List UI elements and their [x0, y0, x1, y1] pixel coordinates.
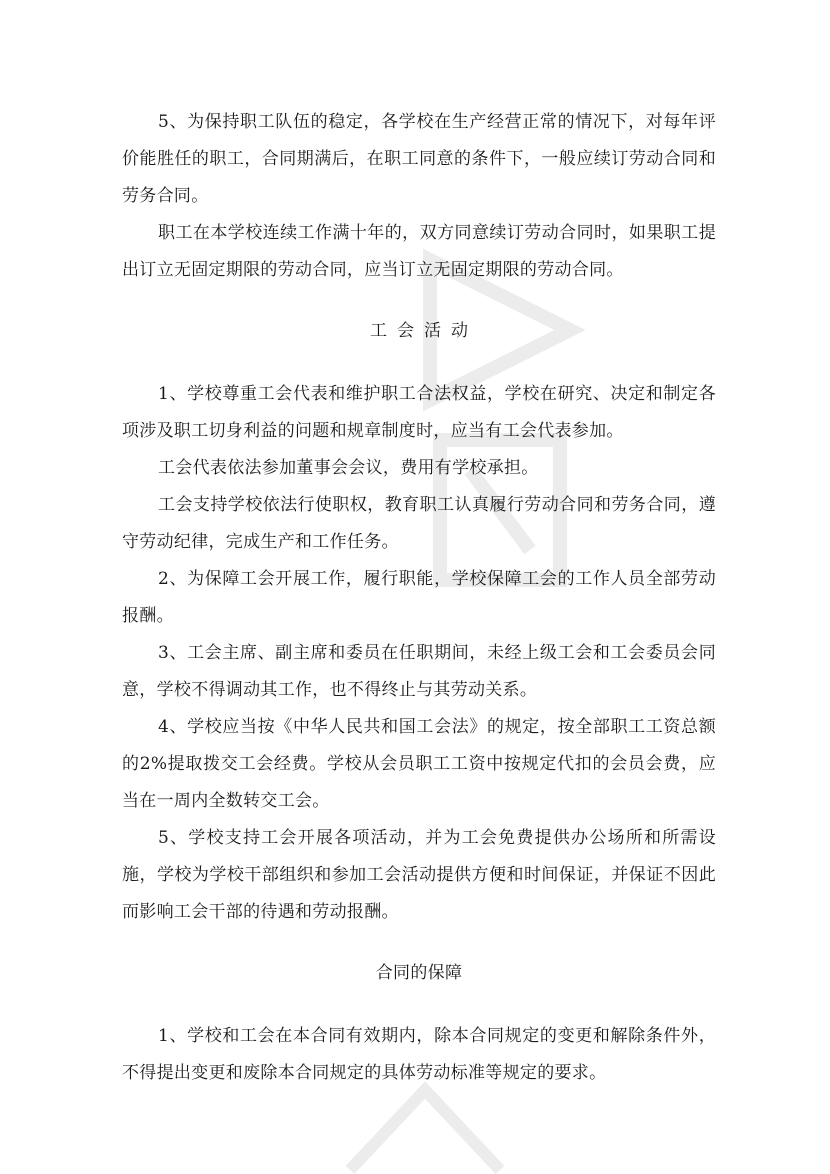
document-body — [122, 104, 716, 1092]
section-heading-union-activities: 工会活动 — [370, 321, 478, 341]
paragraph-ten-years: 职工在本学校连续工作满十年的，双方同意续订劳动合同时，如果职工提出订立无固定期限的劳动合同，应当订立无固定期限的劳动合同。 — [122, 223, 716, 280]
paragraph-union-support: 工会支持学校依法行使职权，教育职工认真履行劳动合同和劳务合同，遵守劳动纪律，完成生产和工作任务。 — [122, 495, 716, 552]
paragraph-union-2: 2、为保障工会开展工作，履行职能，学校保障工会的工作人员全部劳动报酬。 — [122, 569, 716, 626]
paragraph-union-4: 4、学校应当按《中华人民共和国工会法》的规定，按全部职工工资总额的2%提取拨交工会经费。学校从会员职工工资中按规定代扣的会员会费，应当在一周内全数转交工会。 — [122, 717, 716, 811]
paragraph-union-5: 5、学校支持工会开展各项活动，并为工会免费提供办公场所和所需设施，学校为学校干部组织和参加工会活动提供方便和时间保证，并保证不因此而影响工会干部的待遇和劳动报酬。 — [122, 828, 716, 922]
paragraph-union-3: 3、工会主席、副主席和委员在任职期间，未经上级工会和工会委员会同意，学校不得调动其工作，也不得终止与其劳动关系。 — [122, 643, 716, 700]
section-heading-contract-guarantee: 合同的保障 — [375, 963, 463, 983]
watermark-logo-icon-bottom — [330, 1080, 520, 1174]
paragraph-renewal: 5、为保持职工队伍的稳定，各学校在生产经营正常的情况下，对每年评价能胜任的职工，合同期满后，在职工同意的条件下，一般应续订劳动合同和劳务合同。 — [122, 112, 716, 206]
paragraph-guarantee-1: 1、学校和工会在本合同有效期内，除本合同规定的变更和解除条件外，不得提出变更和废除本合同规定的具体劳动标准等规定的要求。 — [122, 1026, 716, 1083]
paragraph-union-board: 工会代表依法参加董事会会议，费用有学校承担。 — [158, 458, 539, 478]
paragraph-union-1: 1、学校尊重工会代表和维护职工合法权益，学校在研究、决定和制定各项涉及职工切身利益的问题和规章制度时，应当有工会代表参加。 — [122, 384, 716, 441]
